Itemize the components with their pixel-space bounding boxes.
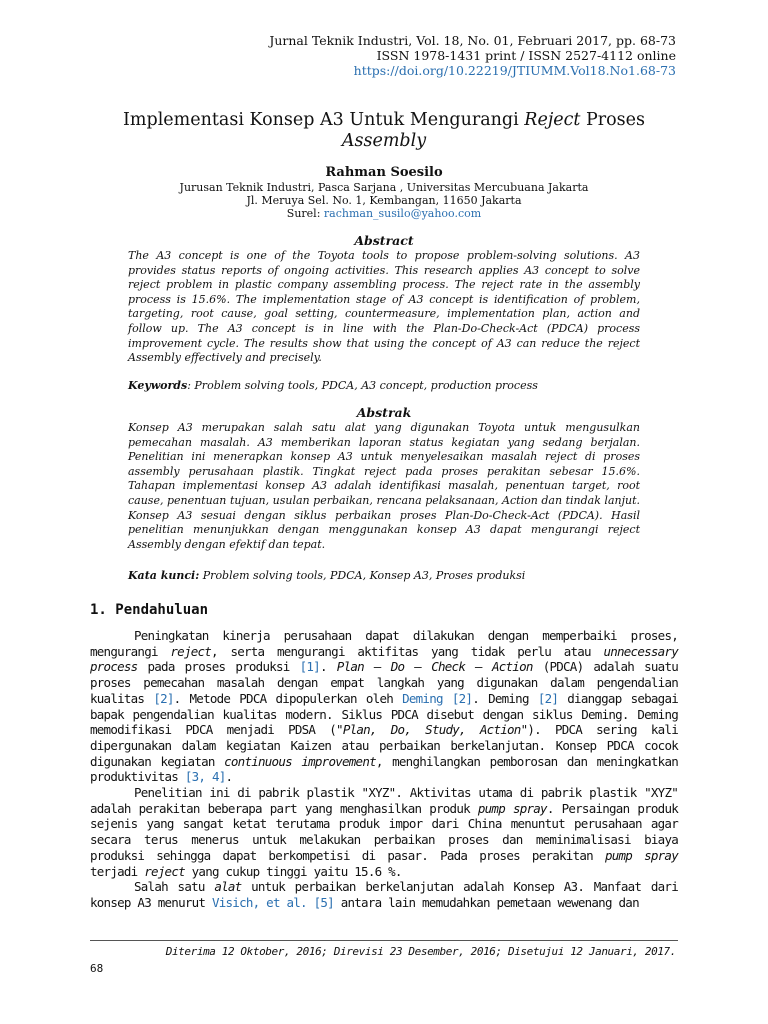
abstrak-text: Konsep A3 merupakan salah satu alat yang digunakan Toyota untuk mengusulkan pemecahan masalah. A3 memberikan laporan status kegiatan yang sedang berjalan. Penelitian ini menerapkan konsep A3 untuk menyelesaikan masalah reject di proses assembly perusahaan plastik. Tingkat reject pada proses perakitan sebesar 15.6%. Tahapan implementasi konsep A3 adalah identifikasi masalah, penentuan target, root cause, penentuan tujuan, usulan perbaikan, rencana pelaksanaan, Action dan tindak lanjut. Konsep A3 sesuai dengan siklus perbaikan proses Plan-Do-Check-Act (PDCA). Hasil penelitian menunjukkan dengan menggunakan konsep A3 dapat mengurangi reject Assembly dengan efektif dan tepat. (128, 421, 640, 551)
paragraph-1: Peningkatan kinerja perusahaan dapat dilakukan dengan memperbaiki proses, mengurangi reject, serta mengurangi aktifitas yang tidak perlu atau unnecessary process pada proses produksi [1]. Plan – Do – Check – Action (PDCA) adalah suatu proses pemecahan masalah dengan empat langkah yang digunakan dalam pengendalian kualitas [2]. Metode PDCA dipopulerkan oleh Deming [2]. Deming [2] dianggap sebagai bapak pengendalian kualitas modern. Siklus PDCA disebut dengan siklus Deming. Deming memodifikasi PDCA menjadi PDSA ("Plan, Do, Study, Action"). PDCA sering kali dipergunakan dalam kegiatan Kaizen atau perbaikan berkelanjutan. Konsep PDCA cocok digunakan kegiatan continuous improvement, menghilangkan pemborosan dan meningkatkan produktivitas [3, 4]. (90, 628, 679, 785)
submission-dates: Diterima 12 Oktober, 2016; Direvisi 23 Desember, 2016; Disetujui 12 Januari, 2017. (165, 945, 676, 958)
citation-link[interactable]: Visich, et al. [5] (211, 894, 334, 910)
citation-link[interactable]: [2] (153, 690, 174, 706)
citation-link[interactable]: [3, 4] (184, 769, 226, 785)
author-email-line: Surel: rachman_susilo@yahoo.com (286, 207, 482, 220)
section-heading: 1. Pendahuluan (90, 602, 209, 618)
section-body (90, 628, 678, 911)
citation-link[interactable]: [1] (299, 659, 320, 675)
kata-kunci: Kata kunci: Problem solving tools, PDCA, Konsep A3, Proses produksi (128, 569, 526, 582)
paper-title-line2: Assembly (341, 131, 427, 151)
doi-link[interactable]: https://doi.org/10.22219/JTIUMM.Vol18.No1.68-73 (353, 63, 676, 78)
page-number: 68 (90, 962, 104, 975)
citation-link[interactable]: [2] (537, 690, 559, 706)
author-name: Rahman Soesilo (325, 165, 443, 180)
issn-line: ISSN 1978-1431 print / ISSN 2527-4112 online (376, 48, 676, 63)
paragraph-2: Penelitian ini di pabrik plastik "XYZ". Aktivitas utama di pabrik plastik "XYZ" adalah perakitan beberapa part yang menghasilkan produk pump spray. Persaingan produk sejenis yang sangat ketat terutama produk impor dari China menuntut perusahaan agar secara terus menerus untuk melakukan perbaikan proses dan meminimalisasi biaya produksi sehingga dapat berkompetisi di pasar. Pada proses perakitan pump spray terjadi reject yang cukup tinggi yaitu 15.6 %. (90, 785, 678, 879)
keywords: Keywords: Problem solving tools, PDCA, A3 concept, production process (128, 379, 538, 392)
paper-title: Implementasi Konsep A3 Untuk Mengurangi Reject Proses Assembly (123, 110, 645, 151)
email-link[interactable]: rachman_susilo@yahoo.com (323, 207, 482, 220)
abstract-heading: Abstract (354, 233, 414, 248)
journal-citation: Jurnal Teknik Industri, Vol. 18, No. 01, Februari 2017, pp. 68-73 (269, 33, 676, 48)
journal-header (269, 33, 676, 78)
citation-link[interactable]: Deming [2] (402, 690, 473, 706)
abstrak-heading: Abstrak (356, 405, 412, 420)
footer-divider (90, 940, 678, 941)
abstract-text: The A3 concept is one of the Toyota tools to propose problem-solving solutions. A3 provides status reports of ongoing activities. This research applies A3 concept to solve reject problem in plastic company assembling process. The reject rate in the assembly process is 15.6%. The implementation stage of A3 concept is identification of problem, targeting, root cause, goal setting, countermeasure, implementation plan, action and follow up. The A3 concept is in line with the Plan-Do-Check-Act (PDCA) process improvement cycle. The results show that using the concept of A3 can reduce the reject Assembly effectively and precisely. (128, 249, 640, 365)
paragraph-3: Salah satu alat untuk perbaikan berkelanjutan adalah Konsep A3. Manfaat dari konsep A3 menurut Visich, et al. [5] antara lain memudahkan pemetaan wewenang dan (90, 879, 678, 910)
author-affiliation: Jurusan Teknik Industri, Pasca Sarjana , Universitas Mercubuana Jakarta (179, 181, 589, 194)
author-address: Jl. Meruya Sel. No. 1, Kembangan, 11650 Jakarta (246, 194, 522, 207)
